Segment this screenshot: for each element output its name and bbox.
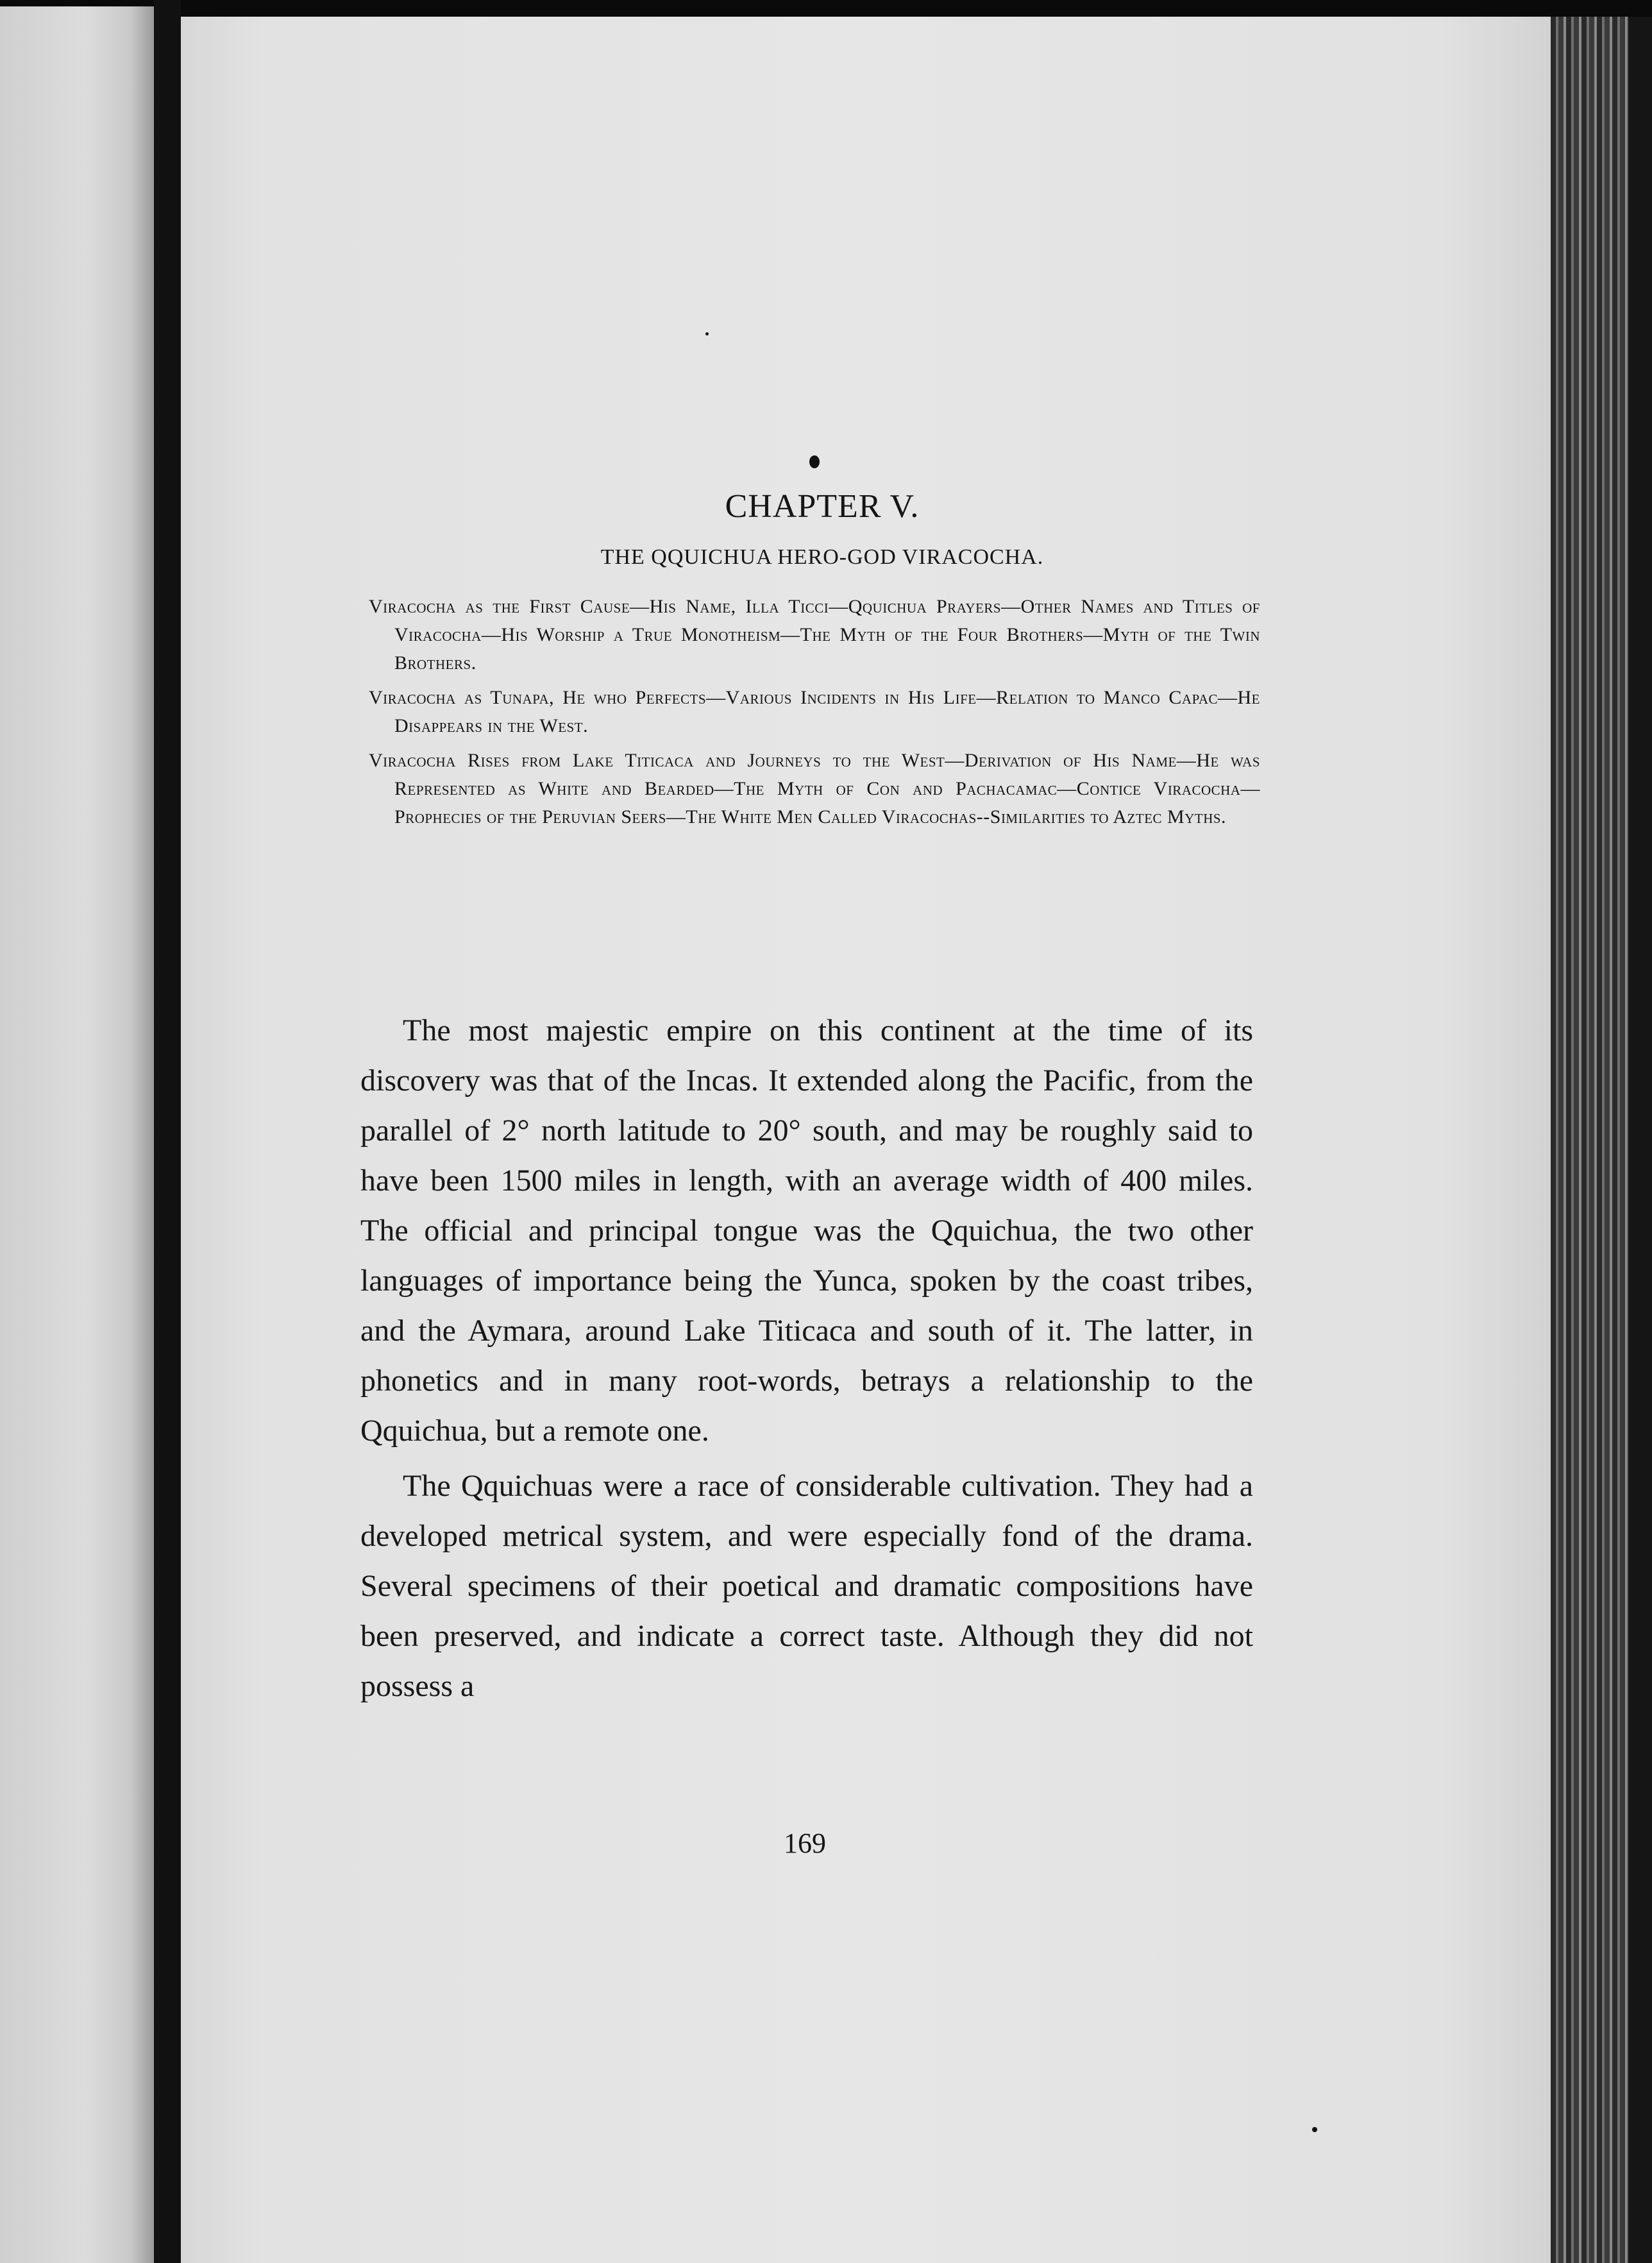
body-paragraph: The most majestic empire on this continent at the time of its discovery was that of the Incas. It extended along the Pacific, from the parallel of 2° north latitude to 20° south, and may be roughly said to have been 1500 miles in length, with an average width of 400 miles. The official and principal tongue was the Qquichua, the two other languages of importance being the Yunca, spoken by the coast tribes, and the Aymara, around Lake Titicaca and south of it. The latter, in phonetics and in many root-words, betrays a relationship to the Qquichua, but a remote one. [360,1013,1253,1448]
chapter-synopsis [369,593,1260,838]
chapter-title: CHAPTER V. [725,488,920,525]
synopsis-paragraph: Viracocha as Tunapa, He who Perfects—Various Incidents in His Life—Relation to Manco Capac—He Disappears in the West. [369,687,1260,736]
body-paragraph: The Qquichuas were a race of considerable cultivation. They had a developed metrical system, and were especially fond of the drama. Several specimens of their poetical and dramatic compositions have been preserved, and indicate a correct taste. Although they did not possess a [360,1469,1253,1703]
synopsis-paragraph: Viracocha as the First Cause—His Name, Illa Ticci—Qquichua Prayers—Other Names and Titles of Viracocha—His Worship a True Monotheism—The Myth of the Four Brothers—Myth of the Twin Brothers. [369,596,1260,674]
book-gutter [154,0,181,2263]
page-number: 169 [784,1827,826,1859]
body-text [360,1006,1253,1716]
synopsis-paragraph: Viracocha Rises from Lake Titicaca and Journeys to the West—Derivation of His Name—He was Represented as White and Bearded—The Myth of Con and Pachacamac—Contice Viracocha—Prophecies of the Peruvian Seers—The White Men Called Viracochas--Similarities to Aztec Myths. [369,750,1260,827]
scan-top-border [0,0,1652,18]
facing-page-edge [0,6,154,2263]
ink-speck [809,455,820,468]
ink-speck [1312,2127,1317,2132]
scan-right-border [1629,17,1652,2263]
ink-speck [705,332,709,335]
chapter-subtitle: THE QQUICHUA HERO-GOD VIRACOCHA. [600,545,1044,569]
